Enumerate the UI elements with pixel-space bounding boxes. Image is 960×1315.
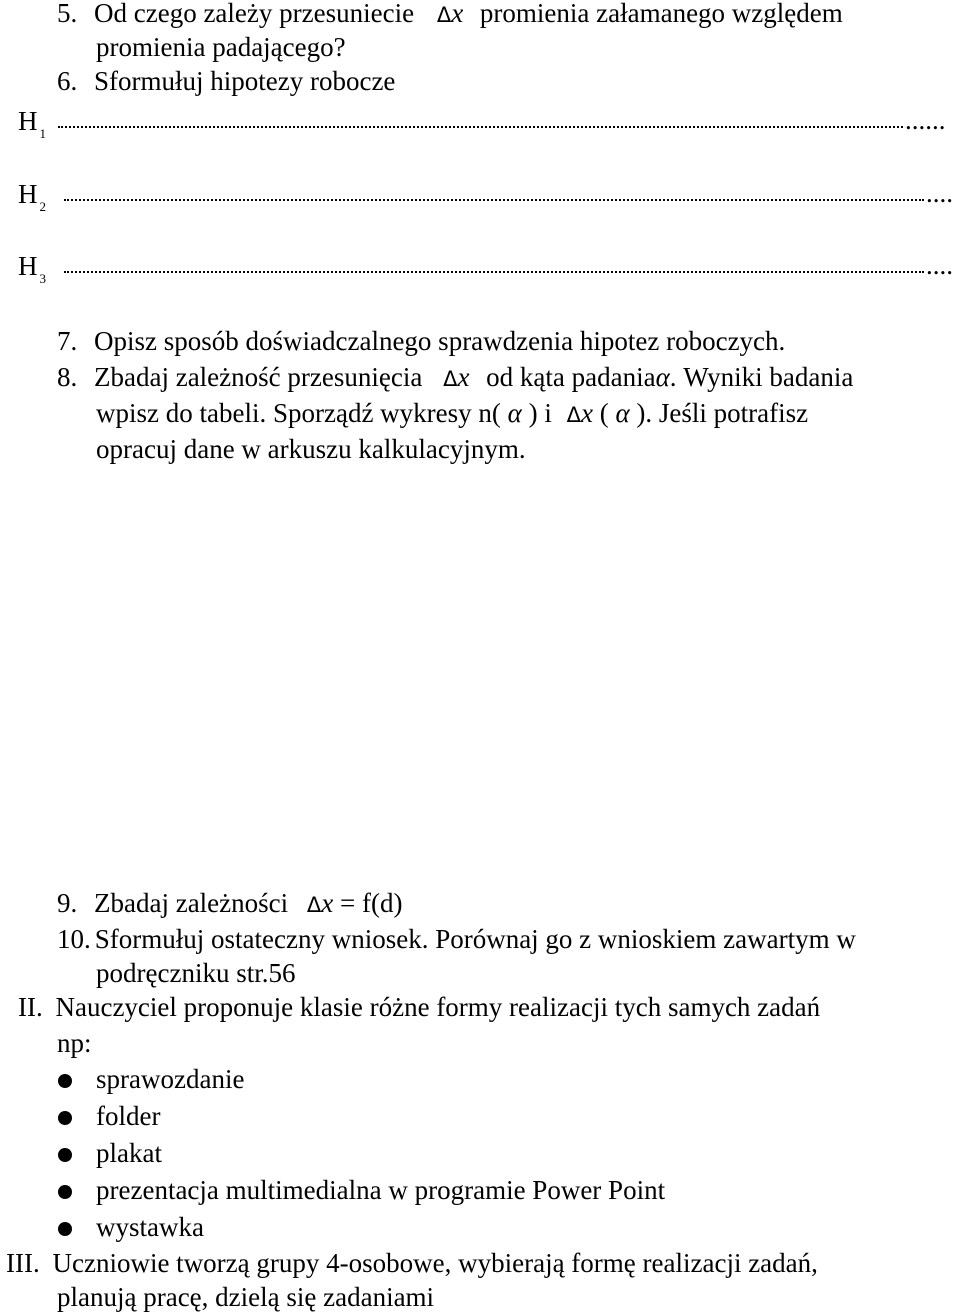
item-10 xyxy=(57,922,856,956)
bullet-icon xyxy=(58,1222,72,1236)
section-3 xyxy=(6,1246,818,1280)
hypothesis-2-dots: .... xyxy=(926,178,953,208)
item-9-number: 9. xyxy=(57,888,78,918)
item-6-number: 6. xyxy=(57,66,78,96)
item-8-line-3: opracuj dane w arkuszu kalkulacyjnym. xyxy=(96,434,526,464)
hypothesis-3-dots: .... xyxy=(926,250,953,280)
hypothesis-subscript: 1 xyxy=(39,126,46,141)
item-9 xyxy=(57,886,402,922)
item-6 xyxy=(57,64,395,98)
x-variable: x xyxy=(451,0,464,28)
bullet-item: folder xyxy=(96,1101,161,1131)
item-5-number: 5. xyxy=(57,0,78,28)
hypothesis-subscript: 3 xyxy=(39,271,46,286)
item-9-text-a: Zbadaj zależności xyxy=(94,888,289,918)
hypothesis-2-answer-line[interactable] xyxy=(64,199,924,201)
hypothesis-1-dots: ...... xyxy=(905,105,946,135)
alpha-symbol: α xyxy=(615,398,630,428)
item-8-number: 8. xyxy=(57,362,78,392)
item-7 xyxy=(57,324,785,358)
item-10-number: 10. xyxy=(57,924,91,954)
item-8-text-b: od kąta padania xyxy=(486,362,656,392)
bullet-icon xyxy=(58,1185,72,1199)
hypothesis-letter: H xyxy=(18,106,38,136)
item-8-line-2-b: ) i xyxy=(528,398,552,428)
item-10-text: Sformułuj ostateczny wniosek. Porównaj go z wnioskiem zawartym w xyxy=(94,924,856,954)
item-9-text-b: = f(d) xyxy=(340,888,403,918)
delta-symbol: Δ xyxy=(566,403,581,427)
section-2-number: II. xyxy=(18,992,43,1022)
section-2-text: Nauczyciel proponuje klasie różne formy realizacji tych samych zadań xyxy=(55,992,821,1022)
item-5 xyxy=(57,0,843,32)
item-8-line-2-c: ( xyxy=(599,398,609,428)
item-8-line-2-a: wpisz do tabeli. Sporządź wykresy n( xyxy=(96,398,501,428)
section-3-text: Uczniowie tworzą grupy 4-osobowe, wybierają formę realizacji zadań, xyxy=(52,1248,818,1278)
item-5-text-b: promienia załamanego względem xyxy=(479,0,843,28)
hypothesis-letter: H xyxy=(18,251,38,281)
section-2-continuation: np: xyxy=(57,1028,92,1058)
item-8-line-2-d: ). Jeśli potrafisz xyxy=(636,398,809,428)
item-7-text: Opisz sposób doświadczalnego sprawdzenia hipotez roboczych. xyxy=(94,326,786,356)
item-5-text-a: Od czego zależy przesuniecie xyxy=(94,0,415,28)
item-10-continuation: podręczniku str.56 xyxy=(96,958,296,988)
alpha-symbol: α xyxy=(507,398,522,428)
hypothesis-letter: H xyxy=(18,179,38,209)
item-8-line-2 xyxy=(96,396,808,432)
x-variable: x xyxy=(321,888,334,918)
bullet-icon xyxy=(58,1111,72,1125)
hypothesis-2 xyxy=(18,177,46,216)
delta-symbol: Δ xyxy=(443,367,458,391)
item-8-text-c: . Wyniki badania xyxy=(669,362,854,392)
x-variable: x xyxy=(457,362,470,392)
section-3-number: III. xyxy=(6,1248,40,1278)
bullet-item: wystawka xyxy=(96,1212,204,1242)
alpha-symbol: α xyxy=(655,362,670,392)
item-5-continuation: promienia padającego? xyxy=(96,32,346,62)
bullet-item: sprawozdanie xyxy=(96,1064,245,1094)
item-6-text: Sformułuj hipotezy robocze xyxy=(94,66,396,96)
delta-symbol: Δ xyxy=(436,3,452,27)
item-8-text-a: Zbadaj zależność przesunięcia xyxy=(94,362,423,392)
item-7-number: 7. xyxy=(57,326,78,356)
section-3-continuation: planują pracę, dzielą się zadaniami xyxy=(57,1282,435,1312)
hypothesis-1 xyxy=(18,104,46,143)
bullet-item: plakat xyxy=(96,1138,162,1168)
hypothesis-1-answer-line[interactable] xyxy=(58,126,903,128)
x-variable: x xyxy=(580,398,593,428)
bullet-icon xyxy=(58,1148,72,1162)
hypothesis-3-answer-line[interactable] xyxy=(64,271,924,273)
hypothesis-3 xyxy=(18,249,46,288)
bullet-icon xyxy=(58,1074,72,1088)
item-8 xyxy=(57,360,853,396)
delta-symbol: Δ xyxy=(306,893,322,917)
hypothesis-subscript: 2 xyxy=(39,199,46,214)
bullet-item: prezentacja multimedialna w programie Power Point xyxy=(96,1175,666,1205)
section-2 xyxy=(18,990,820,1024)
